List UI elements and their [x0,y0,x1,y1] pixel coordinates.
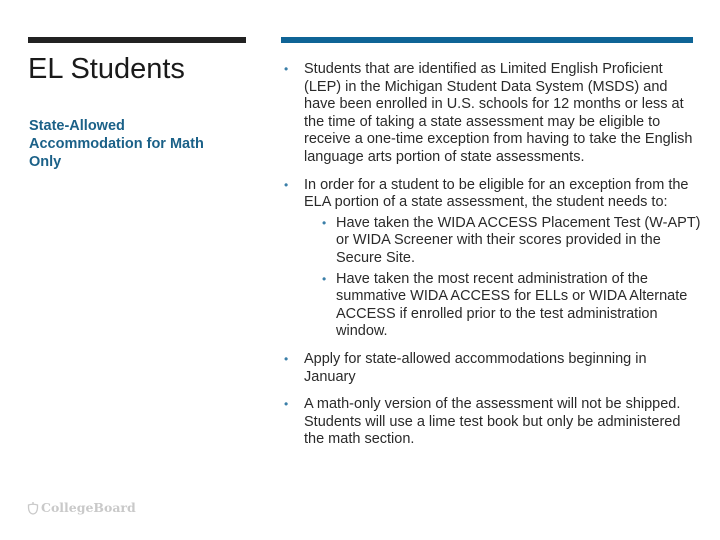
bullet-item [282,396,702,449]
bullet-icon: • [284,397,289,412]
bullet-icon: • [322,271,327,286]
logo-text: CollegeBoard [41,500,136,515]
acorn-icon [27,501,39,515]
bullet-list [282,61,702,449]
right-header-bar [281,37,693,43]
bullet-text: In order for a student to be eligible for an exception from the ELA portion of a state assessment, the student needs to: [304,176,689,211]
sub-bullet-item [304,215,702,268]
sub-bullet-text: Have taken the WIDA ACCESS Placement Test (W-APT) or WIDA Screener with their scores provided in the Secure Site. [336,214,701,266]
bullet-text: Apply for state-allowed accommodations beginning in January [304,350,647,385]
bullet-icon: • [322,215,327,230]
collegeboard-logo [27,500,136,515]
bullet-item [282,177,702,341]
sub-bullet-item [304,271,702,341]
bullet-icon: • [284,351,289,366]
bullet-text: Students that are identified as Limited English Proficient (LEP) in the Michigan Student Data System (MSDS) and have been enrolled in U.S. schools for 12 months or less at the time of taking a state assessment may be eligible to receive a one-time exception from having to take the English language arts portion of state assessments. [304,61,693,165]
bullet-item [282,61,702,167]
bullet-text: A math-only version of the assessment will not be shipped. Students will use a lime test book but only be administered the math section. [304,396,681,448]
bullet-content [282,61,702,459]
sub-bullet-list [304,215,702,341]
sub-bullet-text: Have taken the most recent administration of the summative WIDA ACCESS for ELLs or WIDA Alternate ACCESS if enrolled prior to the test administration window. [336,270,688,340]
bullet-item [282,351,702,386]
left-header-bar [28,37,246,43]
bullet-icon: • [284,177,289,192]
bullet-icon: • [284,62,289,76]
slide-subtitle: State-Allowed Accommodation for Math Only [29,118,204,170]
slide-title: EL Students [28,53,185,85]
